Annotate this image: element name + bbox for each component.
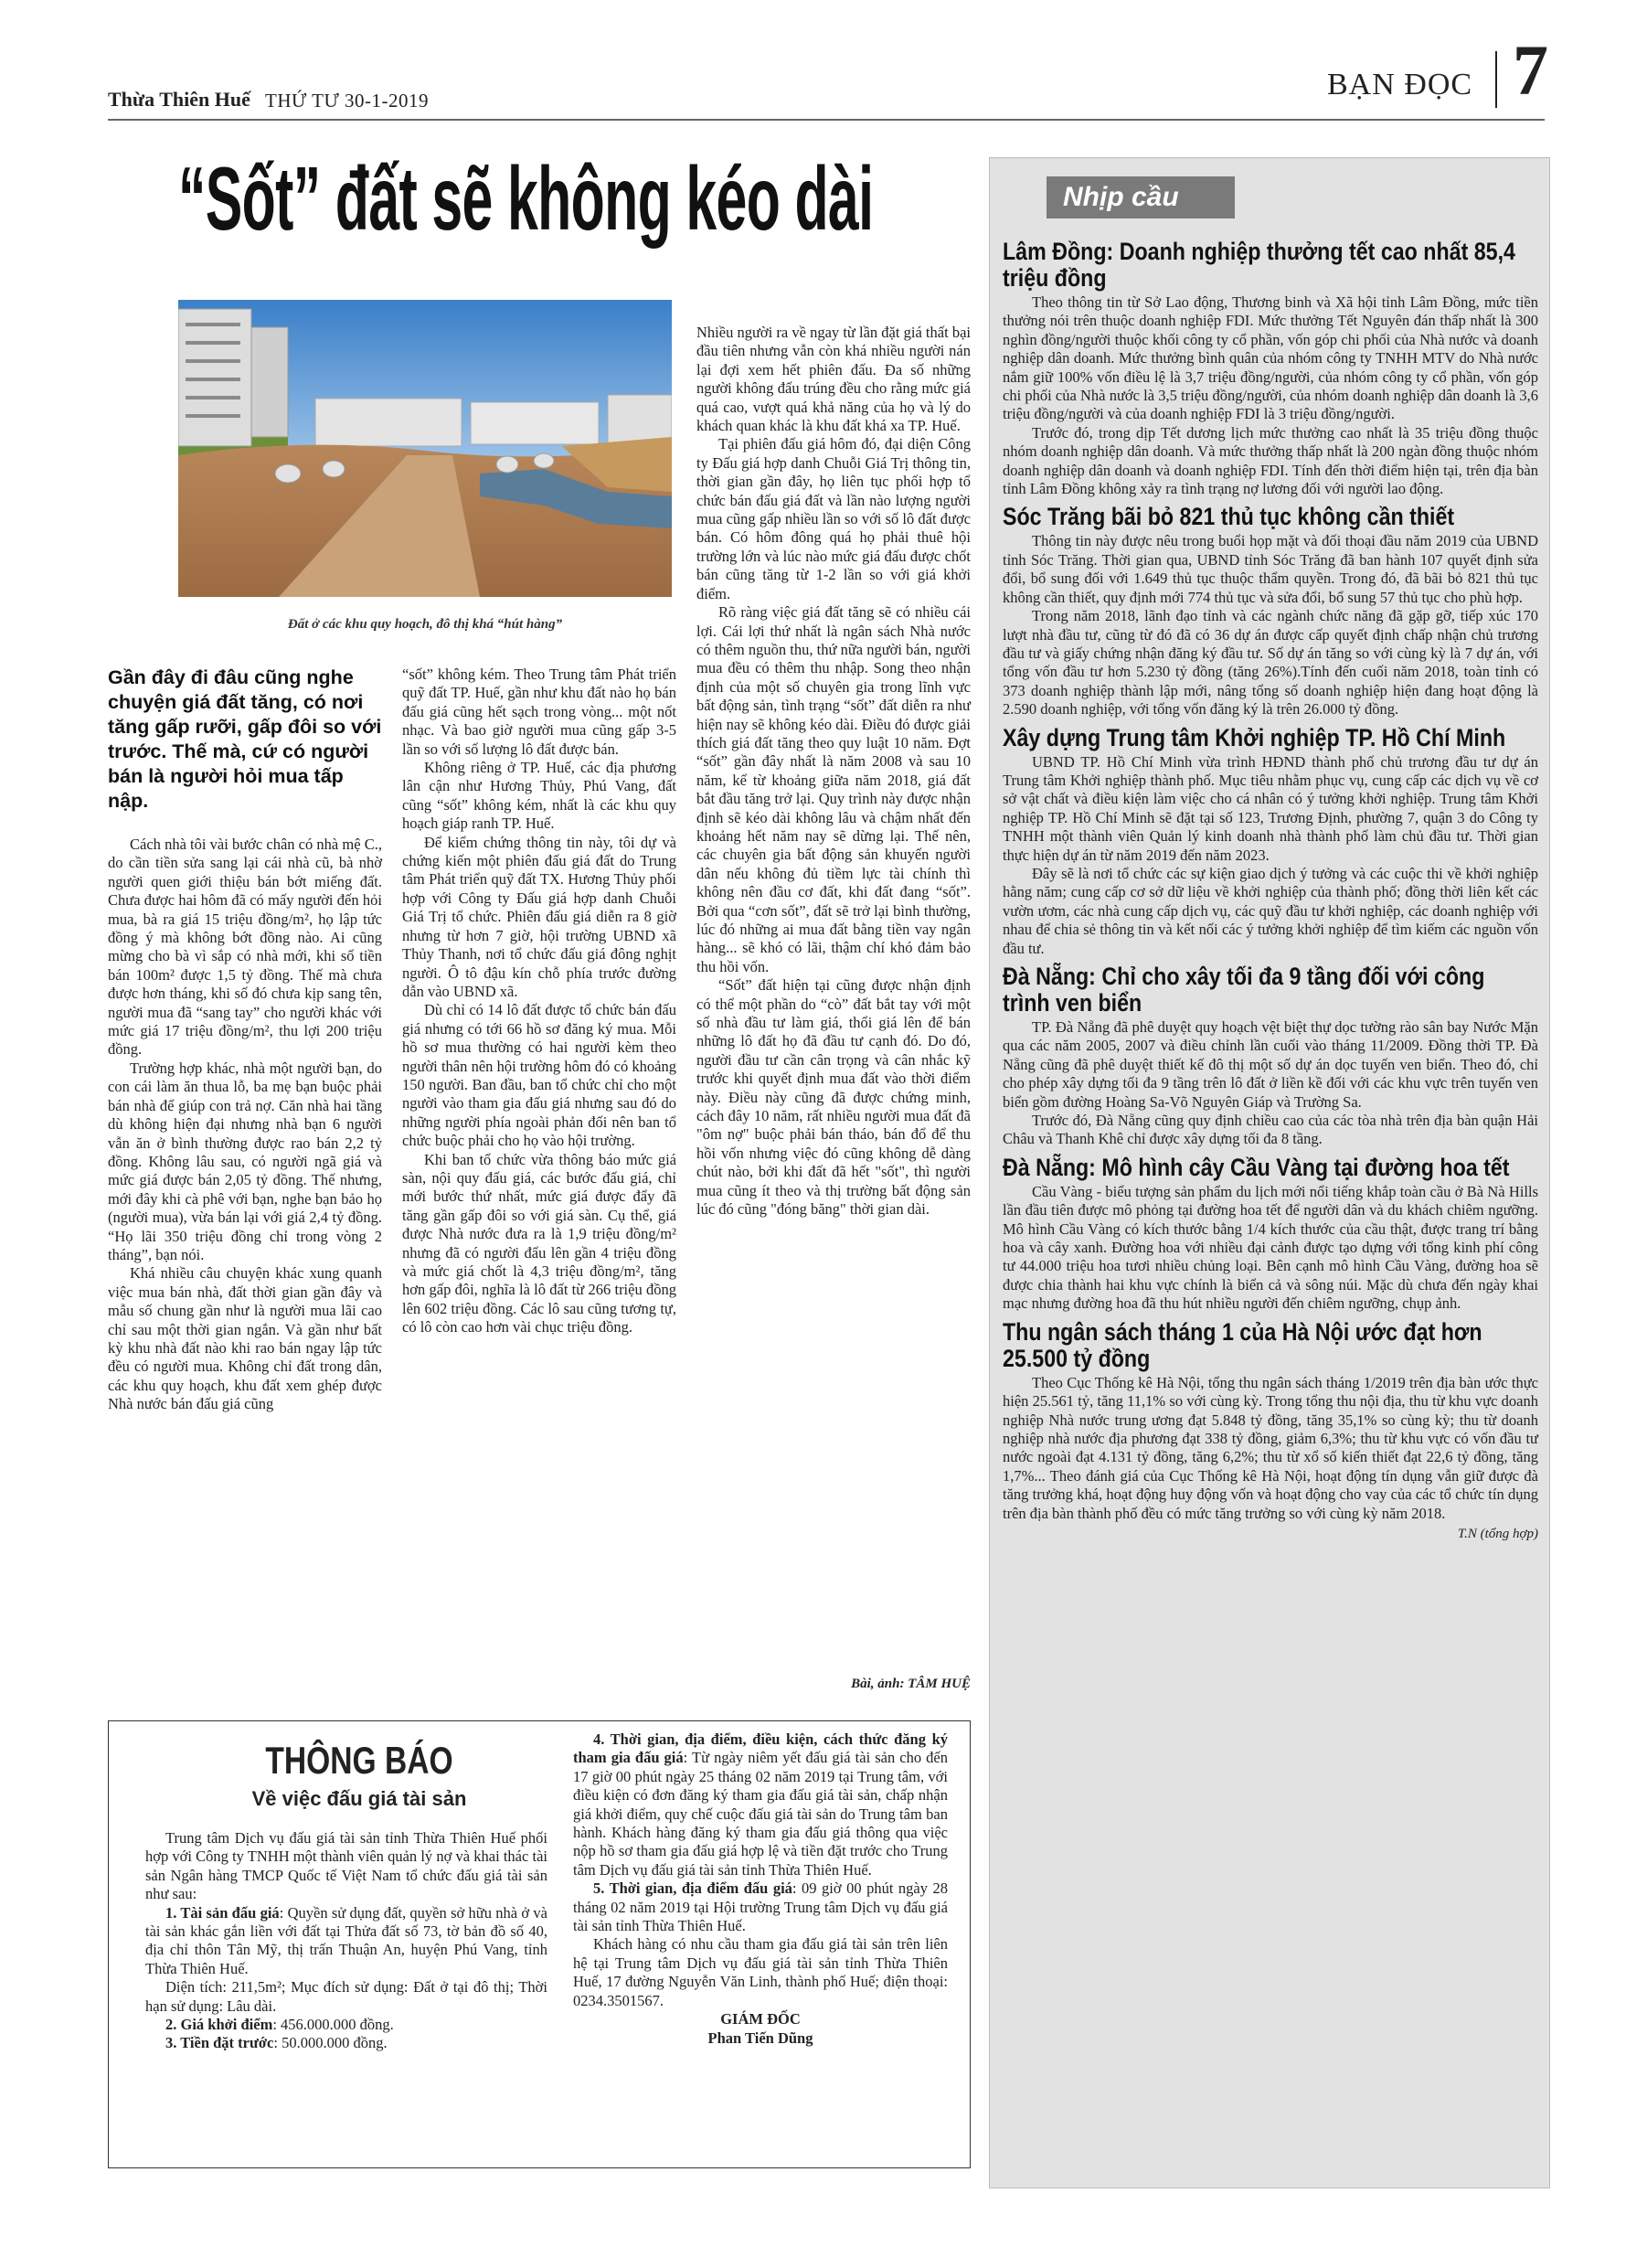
- news-headline: Sóc Trăng bãi bỏ 821 thủ tục không cần thiết: [1003, 503, 1455, 531]
- news-paragraph: TP. Đà Nẵng đã phê duyệt quy hoạch vệt biệt thự dọc tường rào sân bay Nước Mặn qua các năm 2005, 2007 và điều chỉnh lần cuối vào tháng 11/2009. Đồng thời TP. Đà Nẵng cũng đã phê duyệt thiết kế đô thị một số dự án dọc tuyến ven biển. Theo đó, chỉ cho phép xây dựng tối đa 9 tầng trên lô đất ở liền kề đối với các khu vực trên tuyến ven biển gồm đường Hoàng Sa-Võ Nguyên Giáp và Trường Sa.: [1003, 1018, 1538, 1111]
- director-title: GIÁM ĐỐC: [720, 2010, 801, 2028]
- news-paragraph: Trong năm 2018, lãnh đạo tỉnh và các ngành chức năng đã gặp gỡ, tiếp xúc 170 lượt nhà đầu tư, cũng từ đó đã có 36 dự án được cấp quyết định chấp nhận chủ trương đầu tư và giấy chứng nhận đăng ký đầu tư. Số dự án tăng so với cùng kỳ là 7 dự án, với tổng vốn đầu tư hơn 5.230 tỷ đồng (tăng 26%).Tính đến cuối năm 2018, toàn tỉnh có 373 doanh nghiệp thành lập mới, nâng tổng số doanh nghiệp hiện đang hoạt động là 2.590 doanh nghiệp, với tổng vốn đăng ký là trên 26.000 tỷ đồng.: [1003, 607, 1538, 719]
- auction-notice-box: [108, 1720, 971, 2168]
- paragraph: “sốt” không kém. Theo Trung tâm Phát triển quỹ đất TP. Huế, gần như khu đất nào họ bán đấu giá cũng hết sạch trong vòng... một nốt nhạc. Và bao giờ người mua cũng gấp 3-5 lần so với số lượng lô đất được bán.: [402, 665, 676, 758]
- item-label: 1. Tài sản đấu giá: [165, 1903, 280, 1922]
- news-item: [1003, 964, 1538, 1149]
- photo-caption: Đất ở các khu quy hoạch, đô thị khá “hút hàng”: [287, 617, 563, 632]
- notice-item-1: [145, 1904, 547, 1979]
- item-label: 5. Thời gian, địa điểm đấu giá: [593, 1879, 792, 1898]
- paragraph: Rõ ràng việc giá đất tăng sẽ có nhiều cái lợi. Cái lợi thứ nhất là ngân sách Nhà nước có thêm nguồn thu, thứ nữa người bán, người mua đều có thêm thu nhập. Song theo nhận định của một số chuyên gia trong lĩnh vực bất động sản, tình trạng “sốt” đất diễn ra như hiện nay sẽ không kéo dài. Điều đó được giải thích giá đất tăng theo quy luật 10 năm. Đợt “sốt” gần đây nhất là năm 2008 và sau 10 năm, kể từ khoảng giữa năm 2018, giá đất bắt đầu tăng trở lại. Quy trình này được nhận định sẽ kéo dài không lâu và chậm nhất đến khoảng hết năm nay sẽ dừng lại. Thế nên, các chuyên gia bất động sản khuyến người dân nếu không đủ tiềm lực tài chính thì không nên đầu cơ đất, khi đất đang “sốt”. Bởi qua “cơn sốt”, đất sẽ trở lại bình thường, lúc đó những ai mua đất bằng tiền vay ngân hàng... sẽ khó có lãi, thậm chí khó đảm bảo thu hồi vốn.: [696, 603, 971, 975]
- item-text: : Quyền sử dụng đất, quyền sở hữu nhà ở và tài sản khác gắn liền với đất tại Thửa đất số 73, tờ bản đồ số 40, địa chỉ thôn Tân Mỹ, thị trấn Thuận An, huyện Phú Vang, tỉnh Thừa Thiên Huế.: [145, 1903, 548, 1977]
- notice-left-column: [145, 1829, 547, 2053]
- article-byline: Bài, ảnh: TÂM HUỆ: [851, 1677, 971, 1691]
- top-rule: [108, 119, 1545, 121]
- item-text: : 456.000.000 đồng.: [272, 2016, 394, 2034]
- article-column-1: [108, 836, 382, 1414]
- item-text: : Từ ngày niêm yết đấu giá tài sản cho đến 17 giờ 00 phút ngày 25 tháng 02 năm 2019 tại Trung tâm, với điều kiện có đơn đăng ký tham gia đấu giá tài sản, chấp nhận giá khởi điểm, quy chế cuộc đấu giá tài sản do Trung tâm ban hành. Khách hàng đăng ký tham gia đấu giá thông qua việc nộp hồ sơ tham gia đấu giá hợp lệ và tiền đặt trước cho Trung tâm Dịch vụ đấu giá tài sản tỉnh Thừa Thiên Huế.: [573, 1749, 948, 1879]
- notice-intro: Trung tâm Dịch vụ đấu giá tài sản tỉnh Thừa Thiên Huế phối hợp với Công ty TNHH một thành viên quản lý nợ và khai thác tài sản Ngân hàng TMCP Quốc tế Việt Nam tổ chức đấu giá tài sản như sau:: [145, 1829, 547, 1903]
- newspaper-name: Thừa Thiên Huế: [108, 88, 250, 111]
- news-sidebar: [989, 157, 1550, 2188]
- item-label: 3. Tiền đặt trước: [165, 2034, 274, 2052]
- paragraph: Không riêng ở TP. Huế, các địa phương lân cận như Hương Thủy, Phú Vang, đất cũng “sốt” không kém, nhất là các khu quy hoạch giáp ranh TP. Huế.: [402, 759, 676, 833]
- news-paragraph: UBND TP. Hồ Chí Minh vừa trình HĐND thành phố chủ trương đầu tư dự án Trung tâm Khởi nghiệp thành phố. Mục tiêu nhằm phục vụ, cung cấp các dịch vụ về cơ sở vật chất và điều kiện làm việc cho cá nhân có ý tưởng khởi nghiệp. Trung tâm Khởi nghiệp TP. Hồ Chí Minh sẽ đặt tại số 123, Trương Định, phường 7, quận 3 do Công ty TNHH một thành viên Quản lý kinh doanh nhà thành phố làm chủ đầu tư. Thời gian thực hiện dự án từ năm 2019 đến năm 2023.: [1003, 752, 1538, 864]
- news-headline: Xây dựng Trung tâm Khởi nghiệp TP. Hồ Chí Minh: [1003, 723, 1506, 751]
- paragraph: Cách nhà tôi vài bước chân có nhà mệ C., do cần tiền sửa sang lại cái nhà cũ, bà nhờ người quen giới thiệu bán bớt miếng đất. Chưa được hai hôm đã có mấy người đến hỏi mua, bà ra giá 15 triệu đồng/m², họ lập tức đồng ý mà không bớt đồng nào. Ai cũng mừng cho bà vì sắp có nhà mới, khi số tiền bán 100m² được 1,5 tỷ đồng. Thế mà chưa được hơn tháng, khi số đó chưa kịp sang tên, người mua đã “sang tay” cho người khác với mức giá 17 triệu đồng/m², thu lợi 200 triệu đồng.: [108, 836, 382, 1059]
- article-lead: Gần đây đi đâu cũng nghe chuyện giá đất tăng, có nơi tăng gấp rưỡi, gấp đôi so với trước. Thế mà, cứ có người bán là người hỏi mua tấp nập.: [108, 666, 382, 812]
- news-headline: Đà Nẵng: Mô hình cây Cầu Vàng tại đường hoa tết: [1003, 1153, 1510, 1181]
- article-title: “Sốt” đất sẽ không kéo dài: [178, 148, 874, 249]
- news-paragraph: Thông tin này được nêu trong buổi họp mặt và đối thoại đầu năm 2019 của UBND tỉnh Sóc Trăng. Thời gian qua, UBND tỉnh Sóc Trăng đã ban hành 107 quyết định sửa đổi, bổ sung đối với 1.649 thủ tục thuộc thẩm quyền. Trong đó, đã bãi bỏ 821 thủ tục không cần thiết, quy định mới 774 thủ tục và sửa đổi, bổ sung 57 thủ tục cho phù hợp.: [1003, 532, 1538, 606]
- paragraph: Tại phiên đấu giá hôm đó, đại diện Công ty Đấu giá hợp danh Chuỗi Giá Trị thông tin, thời gian gần đây, họ liên tục phối hợp tổ chức bán đấu giá đất và lần nào lượng người mua cũng gấp nhiều lần so với số lô đất được bán. Có hôm đông quá họ phải thuê hội trường lớn và lúc nào mức giá đấu được chốt bán cũng tăng từ 1-2 lần so với giá khởi điểm.: [696, 435, 971, 602]
- news-paragraph: Theo thông tin từ Sở Lao động, Thương binh và Xã hội tỉnh Lâm Đồng, mức tiền thưởng nói trên thuộc doanh nghiệp FDI. Mức thưởng Tết Nguyên đán thấp nhất là 300 nghìn đồng/người thuộc khối công ty cổ phần, vốn góp chi phối của Nhà nước và doanh nghiệp dân doanh. Mức thưởng bình quân của nhóm công ty TNHH MTV do Nhà nước nắm giữ 100% vốn điều lệ là 3,7 triệu đồng/người, của nhóm công ty cổ phần, vốn góp chi phối của Nhà nước là 3,5 triệu đồng/người, của nhóm doanh nghiệp dân doanh là 3,6 triệu đồng/người và của doanh nghiệp FDI là 3 triệu đồng/người.: [1003, 293, 1538, 423]
- paragraph: Dù chỉ có 14 lô đất được tổ chức bán đấu giá nhưng có tới 66 hồ sơ đăng ký mua. Mỗi hồ sơ mua thường có hai người kèm theo người thân nên hội trường hôm đó có khoảng 150 người. Ban đầu, ban tổ chức chỉ cho một người vào tham gia đấu giá nhưng sau đó do những người phía ngoài phản đối nên ban tổ chức buộc phải cho họ vào hội trường.: [402, 1001, 676, 1150]
- page-number: 7: [1513, 30, 1548, 110]
- notice-item-4: [573, 1730, 948, 1879]
- news-item: [1003, 1319, 1538, 1523]
- news-item: [1003, 1155, 1538, 1314]
- paragraph: Để kiểm chứng thông tin này, tôi dự và chứng kiến một phiên đấu giá đất do Trung tâm Phát triển quỹ đất TX. Hương Thủy phối hợp với Công ty Đấu giá hợp danh Chuỗi Giá Trị tổ chức. Phiên đấu giá diễn ra 8 giờ nhưng từ hơn 7 giờ, hội trường UBND xã Thủy Thanh, nơi tổ chức đấu giá đông nghịt người. Ô tô đậu kín chỗ phía trước đường dẫn vào UBND xã.: [402, 833, 676, 1000]
- sidebar-tab-label: Nhịp cầu: [1047, 176, 1235, 218]
- issue-date: THỨ TƯ 30-1-2019: [265, 90, 430, 112]
- news-paragraph: Trước đó, trong dịp Tết dương lịch mức thưởng cao nhất là 35 triệu đồng thuộc nhóm doanh nghiệp dân doanh. Và mức thưởng thấp nhất là 200 ngàn đồng thuộc nhóm doanh nghiệp dân doanh và doanh nghiệp FDI. Tính đến thời điểm hiện tại, trên địa bàn tỉnh Lâm Đồng không xảy ra tình trạng nợ lương đối với người lao động.: [1003, 423, 1538, 498]
- notice-title: THÔNG BÁO: [265, 1739, 453, 1782]
- article-photo: [178, 300, 672, 597]
- article-column-3: [696, 324, 971, 1219]
- news-paragraph: Cầu Vàng - biểu tượng sản phẩm du lịch mới nổi tiếng khắp toàn cầu ở Bà Nà Hills lần đầu tiên được mô phỏng tại đường hoa tết để người dân và du khách chiêm ngưỡng. Mô hình Cầu Vàng có kích thước bằng 1/4 kích thước của cầu thật, được trang trí bằng hoa và cây xanh. Đường hoa với nhiều đại cảnh được tạo dựng với tổng kinh phí công tư 44.000 triệu hoa tươi nhiều chủng loại. Bên cạnh mô hình Cầu Vàng, đường hoa sẽ được chia thành hai khu vực chính là biển cả và sông núi. Mặc dù chưa đến ngày khai mạc nhưng đường hoa đã thu hút nhiều người đến chiêm ngưỡng, chụp ảnh.: [1003, 1182, 1538, 1313]
- paragraph: Nhiều người ra về ngay từ lần đặt giá thất bại đầu tiên nhưng vẫn còn khá nhiều người nán lại đợi xem hết phiên đấu. Đa số những người không đấu trúng đều cho rằng mức giá quá cao, vượt quá khả năng của họ và lý do khách quan khác là khu đất khá xa TP. Huế.: [696, 324, 971, 435]
- sidebar-signature: T.N (tổng hợp): [1457, 1526, 1538, 1541]
- news-item: [1003, 239, 1538, 498]
- paragraph: Khá nhiều câu chuyện khác xung quanh việc mua bán nhà, đất thời gian gần đây và mẫu số chung gần như là người mua lãi cao chỉ sau một thời gian ngắn. Và gần như bất kỳ khu nhà đất nào khi rao bán ngay lập tức đều có người mua. Không chỉ đất trong dân, các khu quy hoạch, khu đất xem ghép được Nhà nước bán đấu giá cũng: [108, 1264, 382, 1413]
- notice-right-column: [573, 1730, 948, 2048]
- news-headline: Thu ngân sách tháng 1 của Hà Nội ước đạt hơn 25.500 tỷ đồng: [1003, 1317, 1482, 1372]
- news-paragraph: Trước đó, Đà Nẵng cũng quy định chiều cao của các tòa nhà trên địa bàn quận Hải Châu và Thanh Khê chỉ được xây dựng tối đa 8 tầng.: [1003, 1112, 1538, 1148]
- item-text: : 09 giờ 00 phút ngày 28 tháng 02 năm 2019 tại Hội trường Trung tâm Dịch vụ đấu giá tài sản tỉnh Thừa Thiên Huế.: [573, 1879, 948, 1935]
- notice-item-5: [573, 1879, 948, 1935]
- header-divider: [1495, 51, 1497, 108]
- notice-item-3: [145, 2034, 547, 2052]
- news-headline: Đà Nẵng: Chỉ cho xây tối đa 9 tầng đối với công trình ven biển: [1003, 963, 1485, 1017]
- paragraph: “Sốt” đất hiện tại cũng được nhận định có thể một phần do “cò” đất bắt tay với một số nhà đầu tư làm giá, thổi giá lên để bán những lô đất họ đã đầu tư cạnh đó. Do đó, người đầu tư cần cân trọng và cân nhắc kỹ trước khi quyết định mua đất vào thời điểm này. Điều này cũng đã được chứng minh, cách đây 10 năm, rất nhiều người mua đất đã "ôm nợ" buộc phải bán tháo, bán đổ để thu hồi vốn nhưng việc đó cũng không dễ dàng chút nào, bởi khi đất đã hết "sốt", thì người mua cũng ít theo và thị trường bất động sản lúc đó cũng "đóng băng" thời gian dài.: [696, 976, 971, 1219]
- news-item: [1003, 504, 1538, 719]
- notice-subtitle: Về việc đấu giá tài sản: [251, 1787, 467, 1810]
- article-column-2: [402, 665, 676, 1337]
- notice-item-2: [145, 2016, 547, 2034]
- item-label: 4. Thời gian, địa điểm, điều kiện, cách thức đăng ký tham gia đấu giá: [573, 1730, 948, 1767]
- director-name: Phan Tiến Dũng: [707, 2028, 813, 2047]
- news-paragraph: Theo Cục Thống kê Hà Nội, tổng thu ngân sách tháng 1/2019 trên địa bàn ước thực hiện 25.561 tỷ, tăng 11,1% so với cùng kỳ. Trong tổng thu nội địa, thu từ khu vực doanh nghiệp Nhà nước trung ương đạt 5.848 tỷ đồng, tăng 35,1% so cùng kỳ; thu từ doanh nghiệp nhà nước địa phương đạt 338 tỷ đồng, giảm 6,3%; thu từ khu vực có vốn đầu tư nước ngoài đạt 4.131 tỷ đồng, tăng 6,2%; thu từ xổ số kiến thiết đạt 22,6 tỷ đồng, tăng 1,7%... Theo đánh giá của Cục Thống kê Hà Nội, hoạt động tín dụng vẫn giữ được đà tăng trưởng khá, hoạt động huy động vốn và hoạt động cho vay của các tổ chức tín dụng trên địa bàn thành phố đều có mức tăng trưởng so với cùng kỳ năm 2018.: [1003, 1373, 1538, 1522]
- section-name: BẠN ĐỌC: [1327, 68, 1473, 101]
- paragraph: Trường hợp khác, nhà một người bạn, do con cái làm ăn thua lỗ, ba mẹ bạn buộc phải bán nhà để giúp con trả nợ. Căn nhà hai tầng dù không hiện đại nhưng nhà bạn 6 người vẫn ăn ở bình thường được rao bán 2,2 tỷ đồng. Không lâu sau, có người ngã giá và mức giá được bán 2,05 tỷ đồng. Thế nhưng, mới đây khi cà phê với bạn, nghe bạn bảo họ (người mua), vừa bán lại với giá 2,4 tỷ đồng. “Họ lãi 350 triệu đồng chỉ trong vòng 2 tháng”, bạn nói.: [108, 1059, 382, 1263]
- item-text: : 50.000.000 đồng.: [273, 2034, 388, 2052]
- news-paragraph: Đây sẽ là nơi tổ chức các sự kiện giao dịch ý tưởng và các cuộc thi về khởi nghiệp hằng năm; cung cấp cơ sở dữ liệu về khởi nghiệp của thành phố; đồng thời liên kết các vườn ươm, các nhà cung cấp dịch vụ, các quỹ đầu tư khởi nghiệp, các doanh nghiệp với nhau để chia sẻ thông tin và kết nối các ý tưởng khởi nghiệp để tìm kiếm các nguồn vốn đầu tư.: [1003, 864, 1538, 957]
- notice-contact: Khách hàng có nhu cầu tham gia đấu giá tài sản trên liên hệ tại Trung tâm Dịch vụ đấu giá tài sản tỉnh Thừa Thiên Huế, 17 đường Nguyễn Văn Linh, thành phố Huế; điện thoại: 0234.3501567.: [573, 1935, 948, 2009]
- news-headline: Lâm Đồng: Doanh nghiệp thưởng tết cao nhất 85,4 triệu đồng: [1003, 238, 1515, 292]
- news-item: [1003, 725, 1538, 958]
- sidebar-items: [1003, 233, 1538, 1542]
- notice-item-1-detail: Diện tích: 211,5m²; Mục đích sử dụng: Đất ở tại đô thị; Thời hạn sử dụng: Lâu dài.: [145, 1978, 547, 2015]
- item-label: 2. Giá khởi điểm: [165, 2016, 273, 2034]
- paragraph: Khi ban tổ chức vừa thông báo mức giá sàn, nội quy đấu giá, các bước đấu giá, chỉ mới bước thứ nhất, mức giá được đẩy đã tăng gần gấp đôi so với giá sàn. Cụ thể, giá được Nhà nước đưa ra là 1,9 triệu đồng/m² nhưng đã có người đẩu lên gần 4 triệu đồng và mức giá chốt là 4,3 triệu đồng/m², tăng hơn gấp đôi, nghĩa là lô đất từ 266 triệu đồng lên 602 triệu đồng. Các lô sau cũng tương tự, có lô còn cao hơn vài chục triệu đồng.: [402, 1150, 676, 1336]
